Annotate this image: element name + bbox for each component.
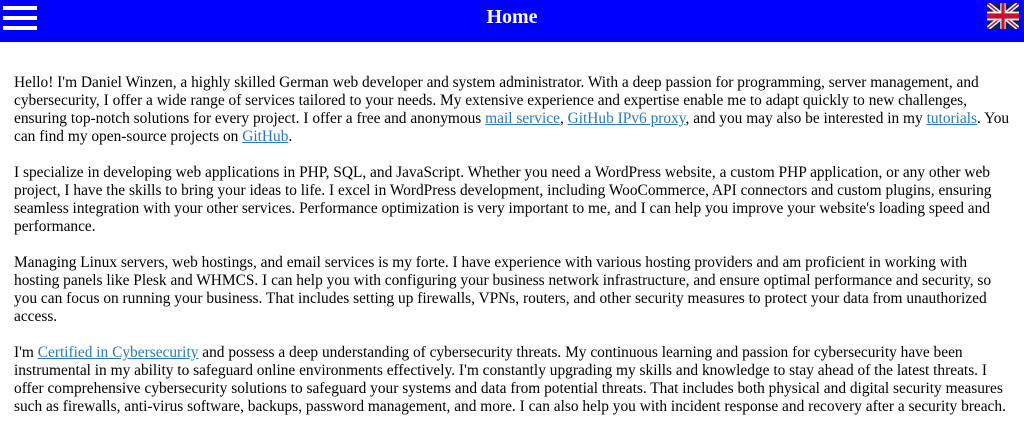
tutorials-link[interactable]: tutorials: [926, 110, 978, 127]
intro-text: . You can find my open-source projects on: [14, 110, 1010, 145]
intro-paragraph: [14, 74, 1010, 146]
intro-text: Hello! I'm Daniel Winzen, a highly skilled German web developer and system administrator. With a deep passion for programming, server management, and cybersecurity, I offer a wide range of services tailored to your needs. My extensive experience and expertise enable me to adapt quickly to new challenges, ensuring top-notch solutions for every project. I offer a free and anonymous: [14, 74, 979, 127]
intro-text: .: [288, 128, 293, 145]
uk-flag-icon[interactable]: [987, 3, 1019, 29]
main-content: [14, 74, 1010, 434]
system-administration-paragraph: Managing Linux servers, web hostings, and email services is my forte. I have experience with various hosting providers and am proficient in working with hosting panels like Plesk and WHMCS. I can help you with configuring your business network infrastructure, and ensure optimal performance and security, so you can focus on running your business. That includes setting up firewalls, VPNs, routers, and other security measures to protect your data from unauthorized access.: [14, 254, 992, 325]
github-ipv6-proxy-link[interactable]: GitHub IPv6 proxy: [567, 110, 686, 127]
intro-text: , and you may also be interested in my: [685, 110, 927, 127]
page-title: Home: [486, 6, 538, 28]
mail-service-link[interactable]: mail service: [485, 110, 560, 127]
certified-in-cybersecurity-link[interactable]: Certified in Cybersecurity: [37, 344, 199, 361]
security-text: and possess a deep understanding of cybersecurity threats. My continuous learning and passion for cybersecurity have been instrumental in my ability to safeguard online environments effectively. I'm constantly upgrading my skills and knowledge to stay ahead of the latest threats. I offer comprehensive cybersecurity solutions to safeguard your systems and data from potential threats. That includes both physical and digital security measures such as firewalls, anti-virus software, backups, password management, and more. I can also help you with incident response and recovery after a security breach.: [14, 344, 1006, 415]
uk-flag-graphic: [987, 3, 1019, 29]
cybersecurity-paragraph: [14, 344, 1010, 416]
intro-text: ,: [559, 110, 568, 127]
top-navigation-bar: [0, 0, 1024, 42]
web-development-paragraph: I specialize in developing web applications in PHP, SQL, and JavaScript. Whether you need a WordPress website, a custom PHP application, or any other web project, I have the skills to bring your ideas to life. I excel in WordPress development, including WooCommerce, API connectors and custom plugins, ensuring seamless integration with your other services. Performance optimization is very important to me, and I can help you improve your website's loading speed and performance.: [14, 164, 992, 235]
github-link[interactable]: GitHub: [242, 128, 289, 145]
security-text: I'm: [14, 344, 38, 361]
